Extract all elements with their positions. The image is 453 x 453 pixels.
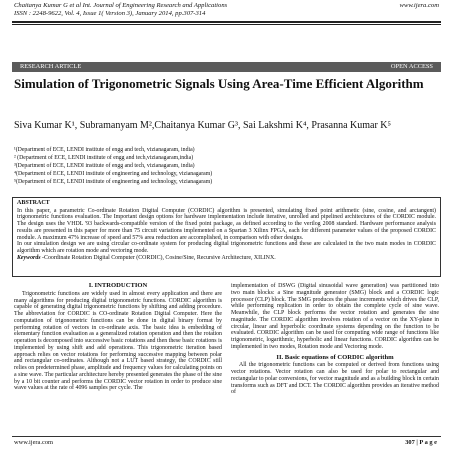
abstract-body-2: In our simulation design we are using circular co-ordinate system for producing digital trigonometric functions and these are calculated in the two main modes in CORDIC algorithm which are rotation mode and vectoring mode. (17, 241, 436, 254)
affiliation-2: ² (Department of ECE, LENDI institute of engg and tech,vizianagaram,india) (14, 155, 194, 161)
affiliation-1: ¹(Department of ECE, LENDI institute of engg and tech, vizianagaram, india) (14, 147, 195, 153)
research-article-label: RESEARCH ARTICLE (20, 63, 82, 70)
introduction-continued-paragraph: implementation of DSWG (Digital sinusoidal wave generation) was partitioned into two main blocks: a Sine magnitude generator (SMG) block and a CORDIC logic processor (CLP) block. The SMG produces the phase increments which drives the CLP, while performing replication in order to obtain the complete cycle of sine wave. Meanwhile, the CLP block performs the vector rotation and generates the sine magnitude. The CORDIC algorithm involves rotation of a vector on the XY-plane in circular, linear and hyperbolic coordinate systems depending on the function to be evaluated. CORDIC algorithm can be used for computing wide range of functions like trigonometric, logarithmic, hyperbolic and linear functions. CORDIC algorithm can be implemented in two modes, Rotation mode and Vectoring mode. (231, 283, 439, 350)
affiliation-5: ⁵(Department of ECE, LENDI institute of engineering and technology, vizianagaram) (14, 179, 213, 185)
article-type-band (12, 62, 441, 72)
keywords-line (17, 255, 436, 262)
section-heading-basic-equations: II. Basic equations of CORDIC algorithm (276, 353, 394, 361)
header-rule-thick (12, 21, 441, 23)
paper-title: Simulation of Trigonometric Signals Using Area-Time Efficient Algorithm (14, 76, 424, 91)
author-list: Siva Kumar K¹, Subramanyam M²,Chaitanya Kumar G³, Sai Lakshmi K⁴, Prasanna Kumar K⁵ (14, 120, 392, 131)
journal-website[interactable]: www.ijera.com (399, 2, 439, 9)
journal-header (14, 2, 354, 18)
affiliation-list (14, 146, 439, 186)
journal-citation: Chaitanya Kumar G et al Int. Journal of Engineering Research and Applications (14, 2, 228, 9)
abstract-box (12, 197, 441, 277)
header-rule-thin (12, 24, 441, 25)
right-column (231, 283, 439, 396)
footer-rule (12, 436, 441, 437)
affiliation-4: ⁴(Department of ECE, LENDI institute of engineering and technology, vizianagaram) (14, 171, 213, 177)
journal-issn: ISSN : 2248-9622, Vol. 4, Issue 1( Version 3), January 2014, pp.307-314 (14, 10, 206, 17)
page-number: 307 | P a g e (405, 439, 437, 446)
keywords-label: Keywords (17, 254, 41, 261)
left-column (14, 283, 222, 392)
footer-website[interactable]: www.ijera.com (14, 439, 53, 446)
abstract-heading: ABSTRACT (17, 200, 50, 206)
abstract-body: In this paper, a parametric Co-ordinate Rotation Digital Computer (CORDIC) algorithm is presented, simulating fixed point arithmetic (sine, cosine, and arctangent) trigonometric functions evaluation. The Important design options for hardware implementation include iterative, unrolled and pipelined architectures of the CORDIC module. The design uses the VHDL '93 backwards-compatible version of the fixed point package, as defined according to the verilog 2008 standard. Hardware performance analysis results are presented in this paper for more than 75 circuit variations implemented on a Spartan 3 Xilinx FPGA, each for different parameter values of the proposed CORDIC module. A maximum 47% increase of speed and 57% area reduction are accomplished, in comparison with other designs. (17, 207, 436, 241)
section-heading-introduction: I. INTRODUCTION (88, 282, 148, 289)
affiliation-3: ³(Department of ECE, LENDI institute of engg and tech, vizianagaram, india) (14, 163, 195, 169)
introduction-paragraph: Trigonometric functions are widely used in almost every application and there are many algorithms for producing digital trigonometric functions. CORDIC algorithm is capable of generating digital trigonometric functions by shifting and adding procedure. The abbreviation for CORDIC is CO-ordinate Rotation Digital Computer. Here the computation of trigonometric functions can be done in digital binary format by performing rotation of vectors in co-ordinate axis. The basic idea is embedding of elementary function evaluation as a generalized rotation operation and then the rotation operation is decomposed into successive basic rotations and then these basic rotations is implemented by using shift and add operations. This trigonometric iteration based approach relies on vector rotations for performing successive mapping between polar and rectangular co-ordinates. Although not a LUT based strategy, the CORDIC still relies on predetermined phase, amplitude and frequency values for calculating points on a sine wave. The particular architecture hereby presented generates the phase of the sine by a 10 bit counter and performs the CORDIC vector rotation in order to produce sine wave values at the rate of 4096 samples per cycle. The (14, 290, 222, 392)
keywords-text: -Coordinate Rotation Digital Computer (CORDIC), Cosine/Sine, Recursive Architecture, XILINX. (40, 254, 276, 261)
basic-equations-paragraph: All the trigonometric functions can be computed or derived from functions using vector rotations. Vector rotation can also be used for polar to rectangular and rectangular to polar conversions, for vector magnitude and as a building block in certain transforms such as DFT and DCT. The CORDIC algorithm provides an iterative method of (231, 362, 439, 396)
open-access-label: OPEN ACCESS (390, 63, 433, 70)
